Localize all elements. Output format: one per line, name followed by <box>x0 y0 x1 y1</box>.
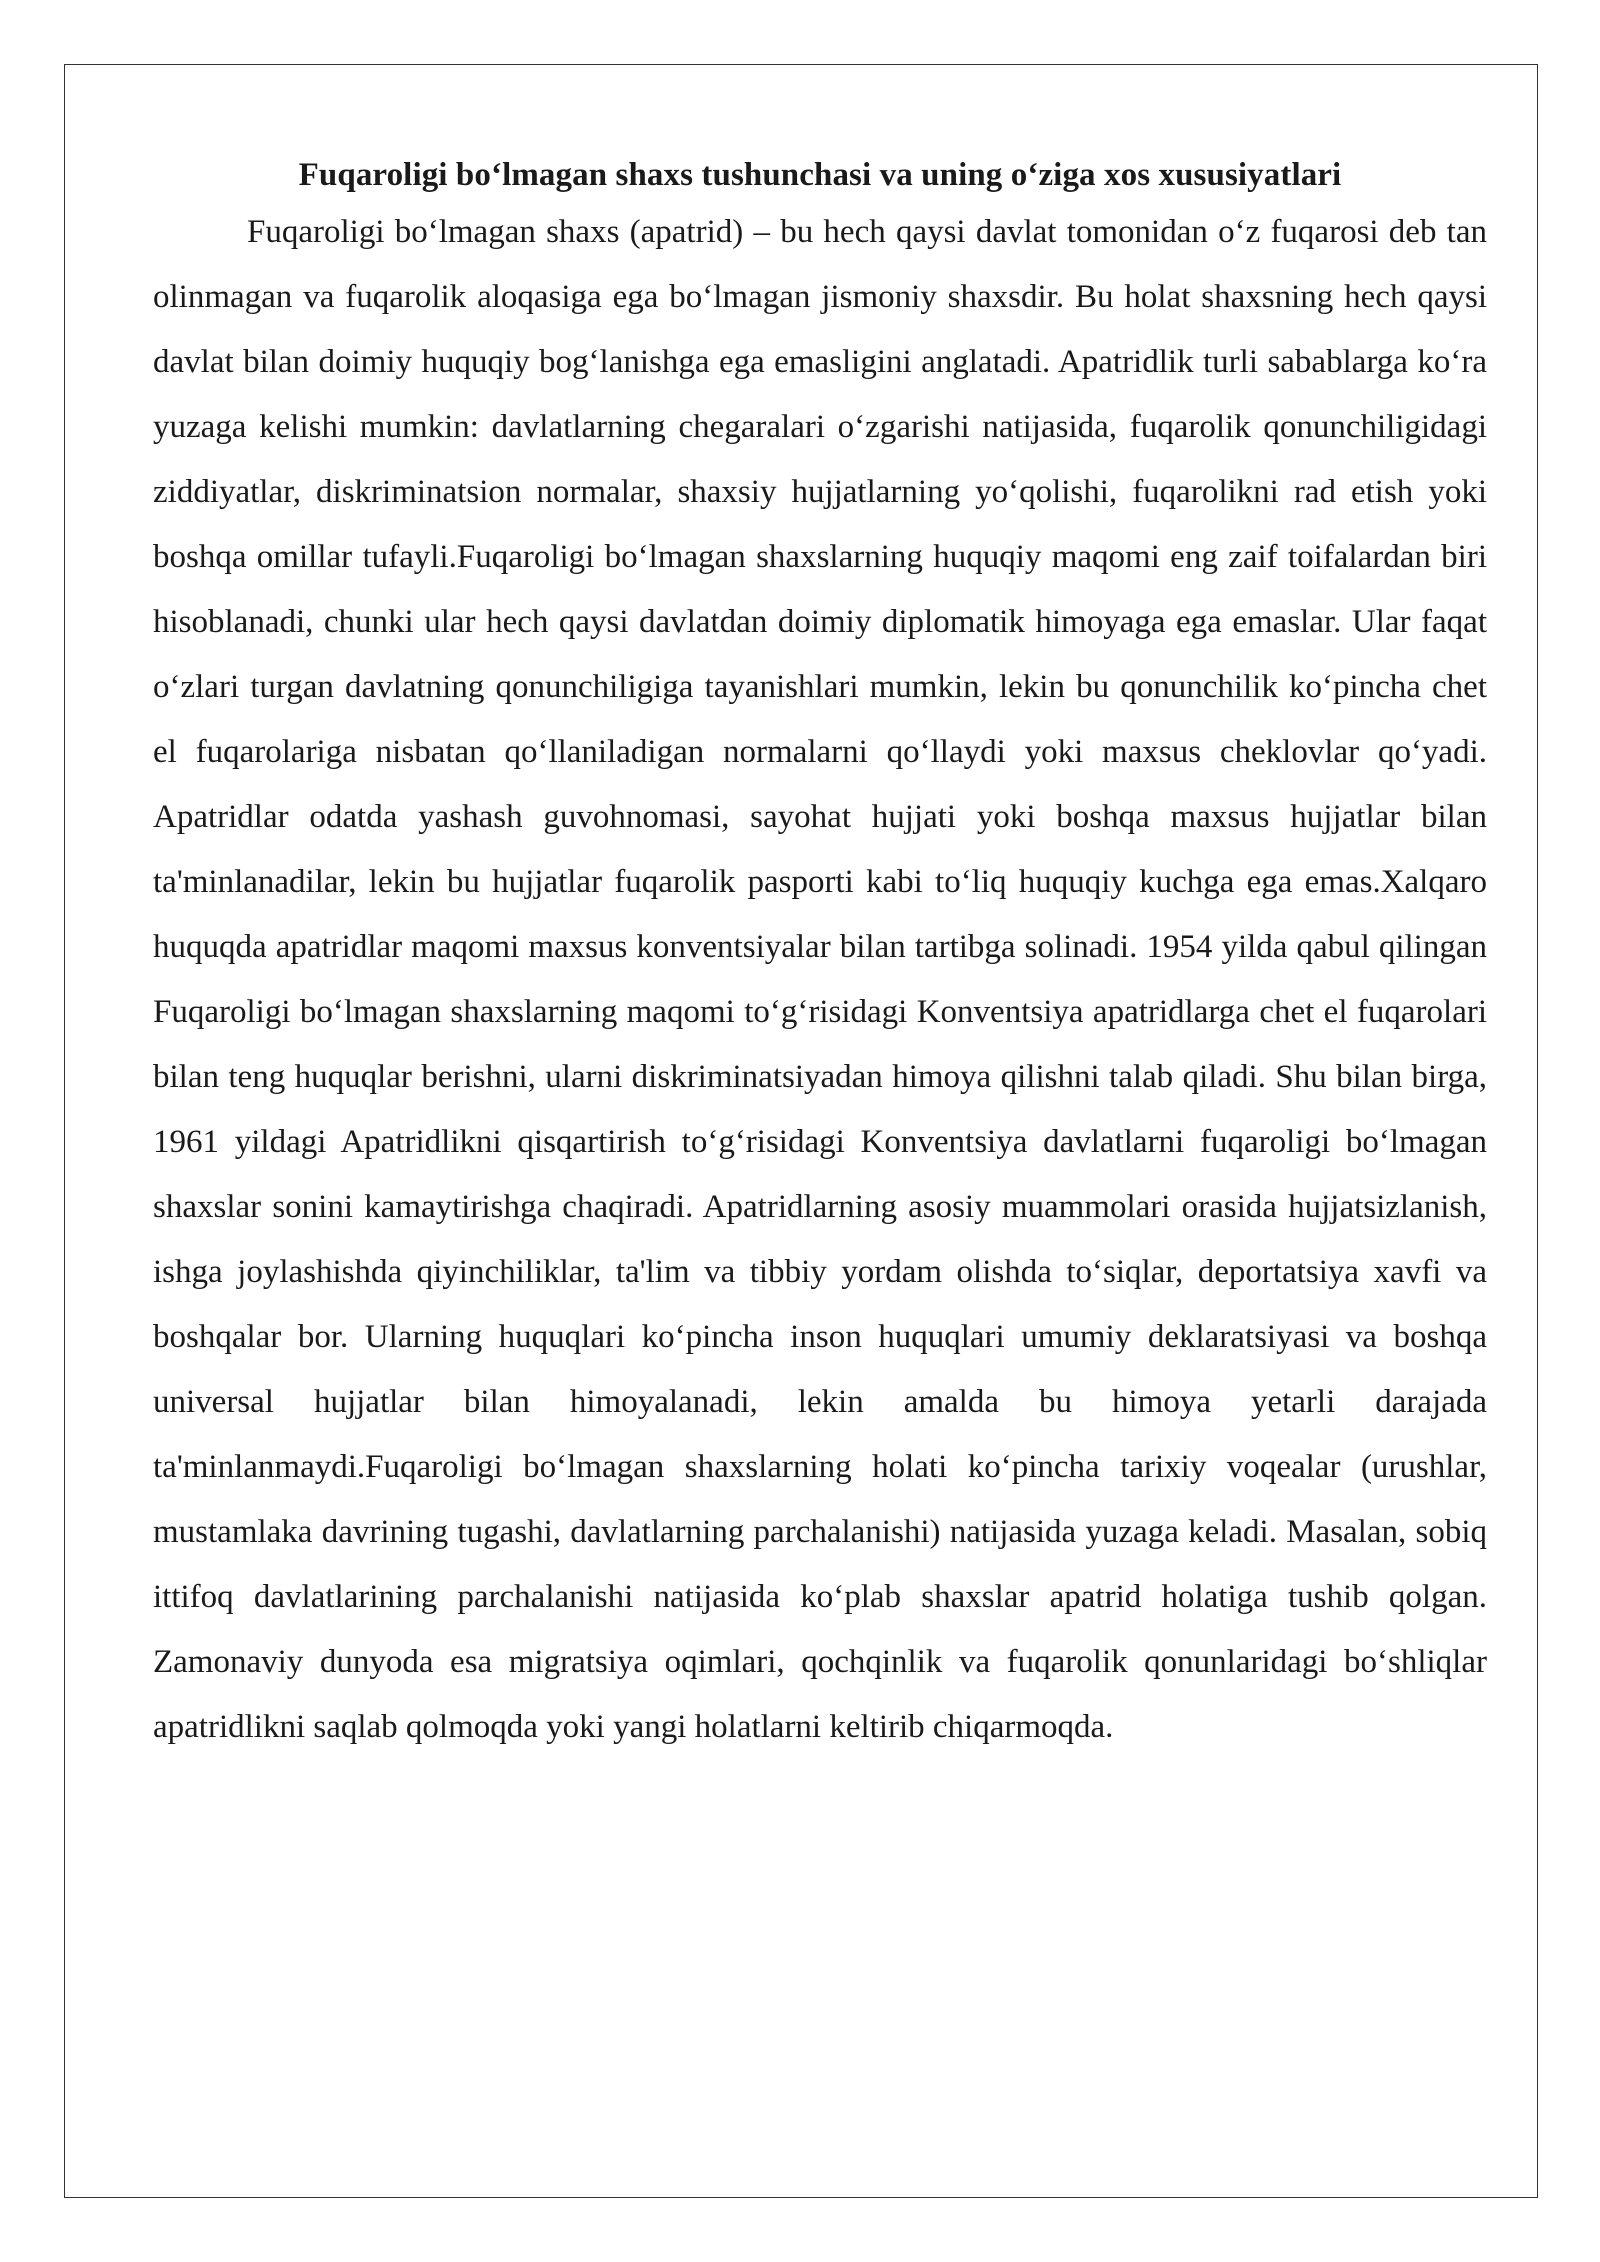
document-title: Fuqaroligi boʻlmagan shaxs tushunchasi va uning oʻziga xos xususiyatlari <box>298 157 1342 193</box>
document-content <box>153 150 1487 1760</box>
document-body-paragraph: Fuqaroligi boʻlmagan shaxs (apatrid) – bu hech qaysi davlat tomonidan oʻz fuqarosi deb tan olinmagan va fuqarolik aloqasiga ega boʻlmagan jismoniy shaxsdir. Bu holat shaxsning hech qaysi davlat bilan doimiy huquqiy bogʻlanishga ega emasligini anglatadi. Apatridlik turli sabablarga koʻra yuzaga kelishi mumkin: davlatlarning chegaralari oʻzgarishi natijasida, fuqarolik qonunchiligidagi ziddiyatlar, diskriminatsion normalar, shaxsiy hujjatlarning yoʻqolishi, fuqarolikni rad etish yoki boshqa omillar tufayli.Fuqaroligi boʻlmagan shaxslarning huquqiy maqomi eng zaif toifalardan biri hisoblanadi, chunki ular hech qaysi davlatdan doimiy diplomatik himoyaga ega emaslar. Ular faqat oʻzlari turgan davlatning qonunchiligiga tayanishlari mumkin, lekin bu qonunchilik koʻpincha chet el fuqarolariga nisbatan qoʻllaniladigan normalarni qoʻllaydi yoki maxsus cheklovlar qoʻyadi. Apatridlar odatda yashash guvohnomasi, sayohat hujjati yoki boshqa maxsus hujjatlar bilan ta'minlanadilar, lekin bu hujjatlar fuqarolik pasporti kabi toʻliq huquqiy kuchga ega emas.Xalqaro huquqda apatridlar maqomi maxsus konventsiyalar bilan tartibga solinadi. 1954 yilda qabul qilingan Fuqaroligi boʻlmagan shaxslarning maqomi toʻgʻrisidagi Konventsiya apatridlarga chet el fuqarolari bilan teng huquqlar berishni, ularni diskriminatsiyadan himoya qilishni talab qiladi. Shu bilan birga, 1961 yildagi Apatridlikni qisqartirish toʻgʻrisidagi Konventsiya davlatlarni fuqaroligi boʻlmagan shaxslar sonini kamaytirishga chaqiradi. Apatridlarning asosiy muammolari orasida hujjatsizlanish, ishga joylashishda qiyinchiliklar, ta'lim va tibbiy yordam olishda toʻsiqlar, deportatsiya xavfi va boshqalar bor. Ularning huquqlari koʻpincha inson huquqlari umumiy deklaratsiyasi va boshqa universal hujjatlar bilan himoyalanadi, lekin amalda bu himoya yetarli darajada ta'minlanmaydi.Fuqaroligi boʻlmagan shaxslarning holati koʻpincha tarixiy voqealar (urushlar, mustamlaka davrining tugashi, davlatlarning parchalanishi) natijasida yuzaga keladi. Masalan, sobiq ittifoq davlatlarining parchalanishi natijasida koʻplab shaxslar apatrid holatiga tushib qolgan. Zamonaviy dunyoda esa migratsiya oqimlari, qochqinlik va fuqarolik qonunlaridagi boʻshliqlar apatridlikni saqlab qolmoqda yoki yangi holatlarni keltirib chiqarmoqda. <box>153 214 1487 1745</box>
